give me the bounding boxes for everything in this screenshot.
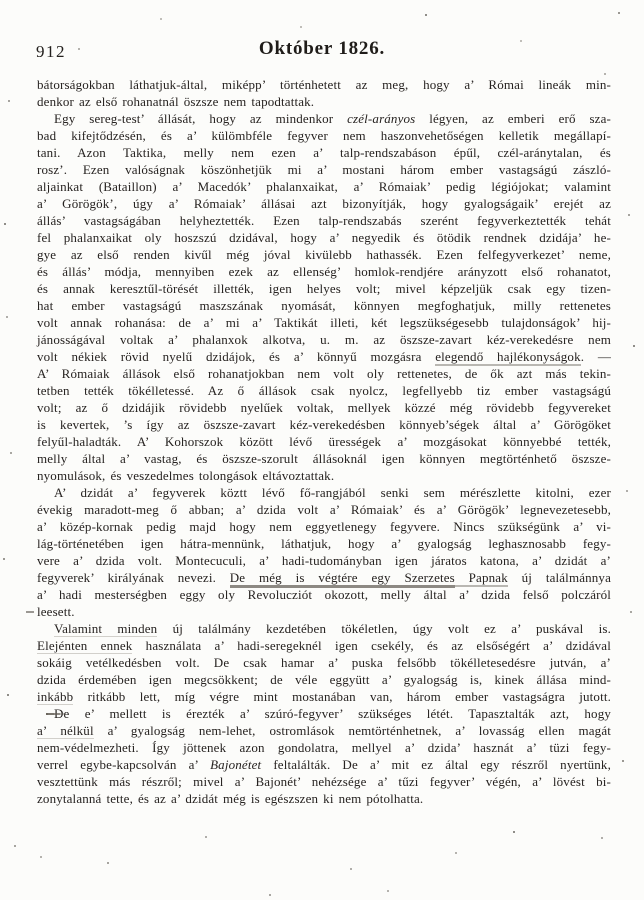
italic-text-segment: czél-arányos bbox=[347, 111, 416, 126]
text-line bbox=[37, 569, 611, 586]
text-segment: fel phalanxaikat oly hoszszú dzidával, hogy a’ negyedik és ötödik rendnek dzidája’ he- bbox=[37, 230, 611, 245]
italic-text-segment: Bajonétet bbox=[210, 757, 262, 772]
pencil-underlined-segment: Valamint minden bbox=[54, 621, 158, 636]
text-segment: új találmánnya bbox=[507, 570, 611, 585]
text-line bbox=[37, 229, 611, 246]
text-segment: . — bbox=[580, 349, 611, 364]
text-segment: aljainkat (Bataillon) a’ Macedók’ phalanxaikat, a’ Rómaiak’ pedig légiójokat; valamint bbox=[37, 179, 611, 194]
pencil-underlined-segment: inkább bbox=[37, 689, 74, 704]
text-line bbox=[37, 212, 611, 229]
text-segment: tani. Azon Taktika, melly nem ezen a’ talp-rendszabáson épűl, czél-aránytalan, és bbox=[37, 145, 611, 160]
text-line bbox=[37, 790, 611, 807]
text-segment: tetben tették tökélletessé. Az ő állások csak nyolcz, legfellyebb tiz ember vastagságú bbox=[37, 383, 611, 398]
text-segment: Egy sereg-test’ állását, hogy az mindenkor bbox=[54, 111, 348, 126]
text-segment: volt annak rohanása: de a’ mi a’ Taktikát illeti, két legszükségesebb tulajdonságok’ hij- bbox=[37, 315, 611, 330]
text-segment: zonytalanná tette, és az a’ dzidát még is egészszen ki nem pótolhatta. bbox=[37, 791, 424, 806]
text-segment: a’ hadi mesterségben eggy oly Revolucziót okozott, melly által a’ dzida felső polczáról bbox=[37, 587, 611, 602]
text-segment: a’ gyalogság nem-lehet, ostromlások nemtörténhetnek, a’ lovasság ellen magát bbox=[93, 723, 611, 738]
text-segment: új találmány kezdetében tökéletlen, úgy volt ez a’ puskával is. bbox=[157, 621, 612, 636]
page-text-block bbox=[37, 76, 611, 807]
text-segment: bátorságokban láthatjuk-által, miképp’ történhetett az meg, hogy a’ Római lineák min- bbox=[37, 77, 611, 92]
text-segment: évekig maradott-meg ő abban; a’ dzida volt a’ Rómaiak’ és a’ Görögök’ legnevezetesebb, bbox=[37, 502, 611, 517]
text-segment: felyűl-haladták. A’ Kohorszok között lévő ürességek a’ mozgásokat könnyebbé tették, bbox=[37, 434, 611, 449]
text-line bbox=[37, 127, 611, 144]
text-line bbox=[37, 382, 611, 399]
text-line bbox=[37, 110, 611, 127]
text-segment: bad kifejtődzésén, és a’ külömbféle fegyver nem haszonvehetőségen kelletik megállapí- bbox=[37, 128, 611, 143]
text-segment: verrel egybe-kapcsolván a’ bbox=[37, 757, 211, 772]
text-line bbox=[37, 348, 611, 365]
text-line bbox=[37, 603, 611, 620]
pencil-margin-dash-mark bbox=[26, 611, 34, 613]
text-segment: vere a’ dzida volt. Montecuculi, a’ hadi-tudományban igen járatos katona, a’ dzidát a’ bbox=[37, 553, 611, 568]
text-line bbox=[37, 637, 611, 654]
text-line bbox=[37, 535, 611, 552]
text-segment: használata a’ hadi-seregeknél igen csekély, és az elsőségért a’ dzidával bbox=[132, 638, 611, 653]
text-segment: is kevertek, ’s így az öszsze-zavart kéz-verekedésben könnyeb’ségek által a’ Görögöket bbox=[37, 417, 611, 432]
text-segment: vesztettünk más részről; mivel a’ Bajonét’ nehézsége a’ tűzi fegyver’ végén, a’ lövést bi- bbox=[37, 774, 611, 789]
running-header-title: Október 1826. bbox=[258, 38, 386, 59]
text-segment: nem-védelmezheti. Így jöttenek azon gondolatra, mellyel a’ dzida’ hasznát a’ tüzi fegy- bbox=[37, 740, 611, 755]
text-line bbox=[37, 586, 611, 603]
text-segment: a’ közép-kornak pedig majd hogy nem eggyetlenegy fegyvere. Nincs szükségünk a’ vi- bbox=[37, 519, 611, 534]
pencil-underlined-segment: De még is végtére egy Szerzetes bbox=[230, 570, 455, 588]
text-segment: A’ Rómaiak állások első rohanatjokban nem volt oly rettenetes, de ők azt más tekin- bbox=[37, 366, 611, 381]
text-line bbox=[37, 195, 611, 212]
text-line bbox=[37, 331, 611, 348]
text-line bbox=[37, 314, 611, 331]
pencil-margin-dots-mark bbox=[26, 713, 46, 715]
text-line bbox=[37, 484, 611, 501]
text-segment: lág-történetében igen hátra-mennünk, láthatjuk, hogy a’ gyalogság leghasznosabb fegy- bbox=[37, 536, 611, 551]
text-segment: és annak keresztűl-törését illették, igen helyes volt; mivel képzeljük csak egy tizen- bbox=[37, 281, 611, 296]
text-segment: állás’ vastagságában helyheztették. Ezen talp-rendszabás szerént fegyverkeztették tehát bbox=[37, 213, 611, 228]
text-line bbox=[37, 552, 611, 569]
text-line bbox=[37, 416, 611, 433]
text-line bbox=[37, 280, 611, 297]
text-line bbox=[37, 654, 611, 671]
text-line bbox=[37, 773, 611, 790]
text-line bbox=[37, 450, 611, 467]
text-line bbox=[37, 705, 611, 722]
text-line bbox=[37, 93, 611, 110]
text-line bbox=[37, 246, 611, 263]
text-line bbox=[37, 739, 611, 756]
page-number: 912 bbox=[36, 42, 66, 61]
pencil-underlined-segment: Elejénten ennek bbox=[37, 638, 133, 653]
text-line bbox=[37, 433, 611, 450]
text-line bbox=[37, 671, 611, 688]
pencil-underlined-segment: elegendő hajlékonyságok bbox=[435, 349, 581, 364]
text-segment: feltalálták. De a’ mit ez által egy részről nyertünk, bbox=[261, 757, 611, 772]
scan-speckles bbox=[0, 0, 2, 2]
text-line bbox=[37, 688, 611, 705]
text-line bbox=[37, 399, 611, 416]
text-segment: a’ Görögök’, úgy a’ Rómaiak’ állásai azt bizonyítják, hogy gyalogságaik’ erejét az bbox=[37, 196, 611, 211]
pencil-underlined-segment: a’ nélkül bbox=[37, 723, 94, 738]
text-segment: melly által a’ vastag, és öszsze-szorult állásoknál igen könnyen megtörténhető öszsze- bbox=[37, 451, 611, 466]
text-line bbox=[37, 365, 611, 382]
pencil-underlined-segment: Papnak bbox=[454, 570, 508, 585]
text-segment: hat ember vastagságú maszszának nyomását, könnyen megfoghatjuk, milly rettenetes bbox=[37, 298, 611, 313]
text-segment: és állás’ módja, mennyiben ezek az ellenség’ homlok-rendjére arányzott első rohanatot, bbox=[37, 264, 611, 279]
text-line bbox=[37, 178, 611, 195]
text-segment: dzida érdemében igen megcsökkent; de véle eggyütt a’ gyalogság is, kinek állása mind- bbox=[37, 672, 611, 687]
text-segment: De e’ mellett is érezték a’ szúró-fegyver’ szükséges létét. Tapasztalták azt, hogy bbox=[54, 706, 611, 721]
text-line bbox=[37, 620, 611, 637]
text-line bbox=[37, 467, 611, 484]
text-line bbox=[37, 263, 611, 280]
text-segment: leesett. bbox=[37, 604, 75, 619]
text-line bbox=[37, 501, 611, 518]
text-segment: légyen, az emberi erő sza- bbox=[415, 111, 611, 126]
text-line bbox=[37, 161, 611, 178]
text-segment: A’ dzidát a’ fegyverek köztt lévő fő-rangjából senki sem mérészlette kitolni, ezer bbox=[54, 485, 611, 500]
text-segment: fegyverek’ királyának nevezi. bbox=[37, 570, 230, 585]
text-segment: gye az első renden kivűl még jóval kivülebb hathassék. Ezen felfegyverkezet’ neme, bbox=[37, 247, 611, 262]
text-segment: nyomulások, és veszedelmes tolongások eltávoztattak. bbox=[37, 468, 335, 483]
text-line bbox=[37, 144, 611, 161]
text-segment: volt; az ő dzidájik rövidebb nyelűek voltak, mellyek közzé még rövidebb fegyvereket bbox=[37, 400, 611, 415]
text-line bbox=[37, 756, 611, 773]
text-segment: ritkább lett, míg végre mint mostanában van, három ember vastagságra jutott. bbox=[73, 689, 611, 704]
text-line bbox=[37, 722, 611, 739]
text-line bbox=[37, 518, 611, 535]
text-line bbox=[37, 297, 611, 314]
text-segment: volt nékiek rövid nyelű dzidájok, és a’ könnyű mozgásra bbox=[37, 349, 436, 364]
text-segment: denkor az első rohanatnál öszsze nem tapodtattak. bbox=[37, 94, 315, 109]
text-segment: sokáig vetélkedésben volt. De csak hamar a’ puska felsőbb tökélletesedésre jutván, a’ bbox=[37, 655, 611, 670]
text-segment: jánosságával voltak a’ phalanxok alkotva, u. m. az öszsze-zavart kéz-verekedésre nem bbox=[37, 332, 611, 347]
text-segment: rosz’. Ezen valóságnak köszönhetjük mi a’ mostani három ember vastagságú zászló- bbox=[37, 162, 611, 177]
text-line bbox=[37, 76, 611, 93]
